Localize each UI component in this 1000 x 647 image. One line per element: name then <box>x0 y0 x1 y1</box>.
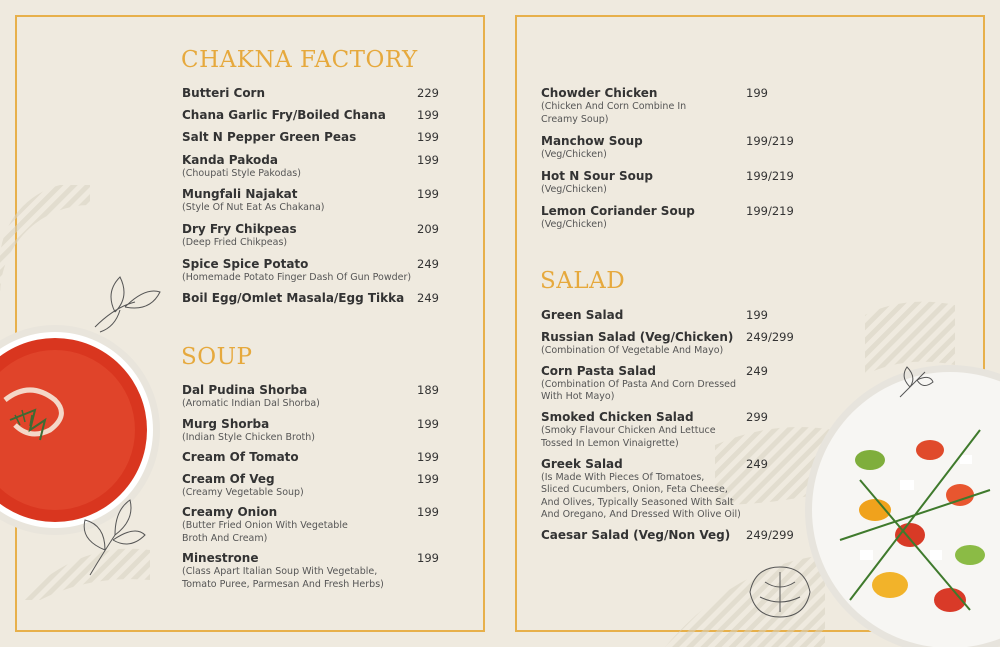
menu-item <box>182 383 442 411</box>
menu-item-price: 209 <box>417 221 439 236</box>
menu-item <box>541 410 806 450</box>
menu-item-name: Spice Spice Potato <box>182 256 309 271</box>
menu-item <box>541 204 806 232</box>
menu-item-price: 199 <box>417 450 439 465</box>
menu-item-description: Tomato Puree, Parmesan And Fresh Herbs) <box>182 578 384 590</box>
menu-item-name: Dry Fry Chikpeas <box>182 221 297 236</box>
menu-item-name: Manchow Soup <box>541 133 643 148</box>
menu-item-name: Kanda Pakoda <box>182 152 278 167</box>
menu-item-description: (Class Apart Italian Soup With Vegetable, <box>182 566 378 578</box>
soup-continued-item-list <box>541 86 806 239</box>
menu-item-price: 199 <box>417 187 439 202</box>
menu-item <box>541 169 806 197</box>
menu-item-name: Salt N Pepper Green Peas <box>182 130 357 145</box>
herb-illustration-icon <box>895 362 935 402</box>
menu-item <box>182 551 442 591</box>
menu-item-price: 199 <box>417 152 439 167</box>
menu-item <box>182 187 442 215</box>
menu-item <box>541 528 806 543</box>
menu-item-price: 199 <box>746 308 768 322</box>
menu-item-name: Murg Shorba <box>182 416 270 431</box>
menu-item-price: 249 <box>746 456 768 471</box>
menu-item-description: (Combination Of Pasta And Corn Dressed <box>541 378 737 390</box>
menu-item-price: 249 <box>417 291 439 306</box>
menu-item <box>541 134 806 162</box>
menu-item-description: Broth And Cream) <box>182 532 268 544</box>
menu-item <box>182 108 442 123</box>
menu-item-price: 199 <box>417 505 439 520</box>
menu-item-description: (Is Made With Pieces Of Tomatoes, <box>541 471 705 483</box>
menu-item-description: (Smoky Flavour Chicken And Lettuce <box>541 425 716 436</box>
menu-item <box>182 417 442 445</box>
menu-item-description: (Chicken And Corn Combine In <box>541 101 687 112</box>
menu-item-price: 249 <box>746 363 768 378</box>
menu-item-name: Smoked Chicken Salad <box>541 410 694 424</box>
section-title-chakna: CHAKNA FACTORY <box>181 47 418 73</box>
menu-item-description: (Homemade Potato Finger Dash Of Gun Powder) <box>182 271 412 283</box>
menu-item <box>182 472 442 500</box>
menu-item <box>541 330 806 358</box>
menu-item-name: Dal Pudina Shorba <box>182 383 308 397</box>
menu-item <box>182 450 442 465</box>
menu-item-name: Chowder Chicken <box>541 86 658 100</box>
menu-item <box>182 153 442 181</box>
menu-item <box>541 86 806 126</box>
herb-illustration-icon <box>85 272 165 337</box>
menu-item-price: 299 <box>746 410 768 424</box>
section-title-salad: SALAD <box>540 268 626 294</box>
chakna-item-list <box>182 86 442 314</box>
menu-item-description: And Oregano, And Dressed With Olive Oil) <box>541 509 741 520</box>
menu-item-name: Greek Salad <box>541 456 623 471</box>
menu-item-price: 199/219 <box>746 133 794 148</box>
greek-salad-bowl-image <box>800 360 1000 647</box>
menu-item <box>541 457 806 522</box>
menu-item-description: With Hot Mayo) <box>541 391 615 402</box>
menu-item-price: 199 <box>417 551 439 566</box>
menu-item-price: 199 <box>417 130 439 145</box>
menu-item-name: Russian Salad (Veg/Chicken) <box>541 329 734 344</box>
menu-item <box>541 308 806 323</box>
menu-item-description: (Style Of Nut Eat As Chakana) <box>182 202 325 214</box>
menu-item-description: (Choupati Style Pakodas) <box>182 167 301 179</box>
menu-item <box>182 222 442 250</box>
lettuce-illustration-icon <box>745 562 815 622</box>
menu-item-description: (Veg/Chicken) <box>541 218 607 230</box>
menu-item-name: Green Salad <box>541 308 624 322</box>
menu-item <box>541 364 806 404</box>
menu-item-description: (Butter Fried Onion With Vegetable <box>182 520 348 532</box>
section-title-soup: SOUP <box>181 344 253 370</box>
menu-item-price: 249/299 <box>746 329 794 344</box>
menu-item-description: (Combination Of Vegetable And Mayo) <box>541 344 724 356</box>
menu-item-description: Creamy Soup) <box>541 113 609 125</box>
menu-item-name: Corn Pasta Salad <box>541 363 656 378</box>
soup-item-list <box>182 383 442 598</box>
menu-item-name: Hot N Sour Soup <box>541 168 653 183</box>
menu-item <box>182 291 442 306</box>
menu-item-description: (Veg/Chicken) <box>541 183 607 195</box>
menu-item-name: Cream Of Veg <box>182 471 275 486</box>
menu-item-name: Mungfali Najakat <box>182 187 298 202</box>
menu-item-name: Chana Garlic Fry/Boiled Chana <box>182 108 386 123</box>
menu-item <box>182 86 442 101</box>
menu-item-description: (Deep Fried Chikpeas) <box>182 236 288 248</box>
menu-item-description: Sliced Cucumbers, Onion, Feta Cheese, <box>541 484 728 495</box>
menu-item-price: 249/299 <box>746 528 794 542</box>
menu-item <box>182 505 442 545</box>
menu-item-price: 229 <box>417 86 439 100</box>
menu-item-description: And Olives, Typically Seasoned With Salt <box>541 496 734 508</box>
salad-item-list <box>541 308 806 550</box>
menu-item-name: Minestrone <box>182 551 259 566</box>
decorative-stripes <box>0 185 90 295</box>
menu-item <box>182 130 442 145</box>
herb-illustration-icon <box>75 495 155 580</box>
menu-item-name: Butteri Corn <box>182 86 266 100</box>
menu-item-description: Tossed In Lemon Vinaigrette) <box>541 437 679 449</box>
menu-item-description: (Aromatic Indian Dal Shorba) <box>182 398 320 409</box>
menu-item-name: Boil Egg/Omlet Masala/Egg Tikka <box>182 291 405 306</box>
menu-item-name: Caesar Salad (Veg/Non Veg) <box>541 528 731 542</box>
menu-item-price: 199 <box>417 416 439 431</box>
menu-item-description: (Indian Style Chicken Broth) <box>182 431 315 443</box>
menu-item-price: 189 <box>417 383 439 397</box>
menu-item-description: (Creamy Vegetable Soup) <box>182 486 304 498</box>
menu-item-price: 249 <box>417 256 439 271</box>
menu-item-name: Cream Of Tomato <box>182 450 299 465</box>
menu-item-name: Lemon Coriander Soup <box>541 203 695 218</box>
menu-item-description: (Veg/Chicken) <box>541 148 607 160</box>
menu-item-price: 199 <box>746 86 768 100</box>
menu-page-right <box>500 0 1000 647</box>
menu-item-name: Creamy Onion <box>182 505 278 520</box>
menu-item-price: 199 <box>417 108 439 123</box>
menu-item-price: 199 <box>417 471 439 486</box>
menu-item-price: 199/219 <box>746 168 794 183</box>
menu-item-price: 199/219 <box>746 203 794 218</box>
menu-item <box>182 257 442 285</box>
